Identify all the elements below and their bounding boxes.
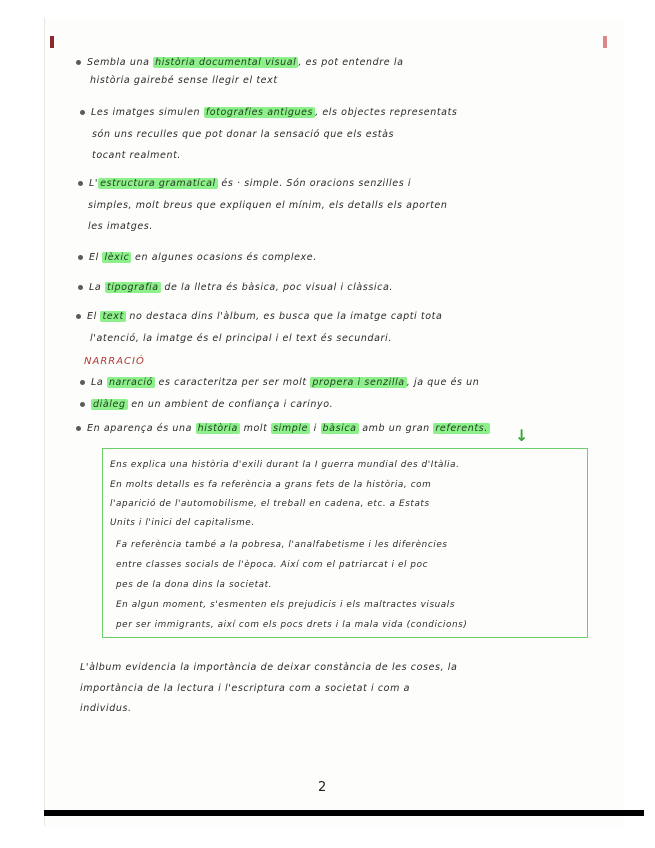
scan-edge-bar [44,810,644,816]
bullet-continuation: simples, molt breus que expliquen el mínim, els detalls els aporten [88,200,448,211]
bullet-item [78,282,393,293]
bullet-dot-icon [78,285,83,290]
bullet-continuation: són uns reculles que pot donar la sensació que els estàs [92,129,395,140]
page-number: 2 [318,780,327,795]
text: no destaca dins l'àlbum, es busca que la imatge capti tota [125,311,443,322]
closing-line: individus. [80,703,132,714]
highlighted-term: narració [108,377,153,388]
bullet-dot-icon [80,110,85,115]
arrow-down-icon: ↓ [515,426,529,445]
text: i [310,423,321,434]
page-edge-mark [603,36,607,48]
bullet-dot-icon [80,380,85,385]
bullet-item [78,178,411,189]
box-line: Ens explica una història d'exili durant la I guerra mundial des d'Itàlia. [110,460,460,470]
bullet-dot-icon [78,255,83,260]
text: El [87,311,101,322]
bullet-dot-icon [80,402,85,407]
bullet-continuation: l'atenció, la imatge és el principal i el text és secundari. [90,333,392,344]
highlighted-term: fotografies antigues [205,107,314,118]
text: de la lletra és bàsica, poc visual i clàssica. [160,282,393,293]
highlighted-term: text [102,311,124,322]
bullet-item [76,311,442,322]
box-line: Units i l'inici del capitalisme. [110,518,255,528]
text: Sembla una [87,57,154,68]
section-heading: NARRACIÓ [84,356,145,367]
bullet-continuation: història gairebé sense llegir el text [90,75,278,86]
bullet-continuation: tocant realment. [92,150,182,161]
highlighted-term: lèxic [104,252,130,263]
bullet-dot-icon [78,181,83,186]
bullet-dot-icon [76,314,81,319]
highlighted-term: història [197,423,238,434]
box-line: per ser immigrants, així com els pocs drets i la mala vida (condicions) [116,620,468,630]
highlighted-term: propera i senzilla [312,377,405,388]
text: en un ambient de confiança i carinyo. [127,399,334,410]
text: L' [89,178,99,189]
bullet-dot-icon [76,60,81,65]
bullet-item [76,423,490,434]
bullet-item [80,399,333,410]
text: , es pot entendre la [298,57,404,68]
highlighted-term: estructura gramatical [100,178,216,189]
text: es caracteritza per ser molt [154,377,311,388]
box-line: entre classes socials de l'època. Així com el patriarcat i el poc [116,560,429,570]
bullet-item [80,377,479,388]
highlighted-term: simple [273,423,309,434]
text: molt [239,423,272,434]
text: Les imatges simulen [91,107,204,118]
text: és · simple. Són oracions senzilles i [217,178,412,189]
box-line: pes de la dona dins la societat. [116,580,273,590]
bullet-dot-icon [76,426,81,431]
box-line: En algun moment, s'esmenten els prejudicis i els maltractes visuals [116,600,456,610]
text: La [89,282,105,293]
closing-line: L'àlbum evidencia la importància de deixar constància de les coses, la [80,662,458,673]
highlighted-term: història documental visual [155,57,297,68]
text: En aparença és una [87,423,196,434]
highlighted-term: diàleg [93,399,126,410]
text: La [91,377,107,388]
page-edge-mark [50,36,54,48]
box-line: En molts detalls es fa referència a grans fets de la història, com [110,480,432,490]
box-line: l'aparició de l'automobilisme, el treball en cadena, etc. a Estats [110,499,430,509]
bullet-item [80,107,457,118]
highlighted-term: bàsica [322,423,357,434]
bullet-item [78,252,317,263]
text: amb un gran [358,423,434,434]
bullet-continuation: les imatges. [88,221,153,232]
closing-line: importància de la lectura i l'escriptura com a societat i com a [80,683,410,694]
bullet-item [76,57,404,68]
text: en algunes ocasions és complexe. [131,252,317,263]
text: El [89,252,103,263]
text: , ja que és un [406,377,480,388]
highlighted-term: tipografia [106,282,159,293]
highlighted-term: referents. [435,423,488,434]
box-line: Fa referència també a la pobresa, l'analfabetisme i les diferències [116,540,448,550]
text: , els objectes representats [315,107,458,118]
